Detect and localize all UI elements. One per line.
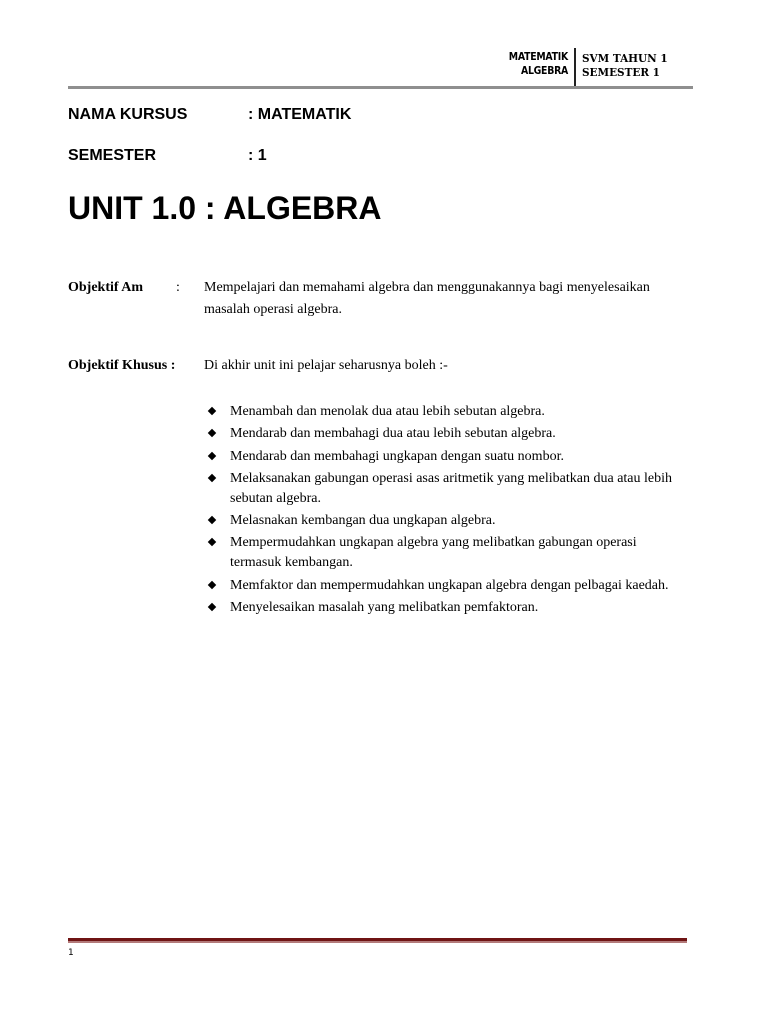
list-item [206, 447, 686, 467]
header-course-block [466, 50, 568, 78]
list-item-text: Mempermudahkan ungkapan algebra yang melibatkan gabungan operasi termasuk kembangan. [230, 535, 637, 571]
objektif-am-text: Mempelajari dan memahami algebra dan menggunakannya bagi menyelesaikan masalah operasi algebra. [204, 280, 650, 317]
list-item [206, 576, 686, 596]
diamond-bullet-icon [208, 474, 216, 482]
page-title: UNIT 1.0 : ALGEBRA [68, 190, 382, 226]
list-item [206, 533, 686, 573]
list-item [206, 469, 686, 509]
diamond-bullet-icon [208, 603, 216, 611]
diamond-bullet-icon [208, 581, 216, 589]
header-divider [574, 48, 576, 86]
diamond-bullet-icon [208, 538, 216, 546]
list-item-text: Melasnakan kembangan dua ungkapan algebra. [230, 513, 496, 529]
header-program-line: SVM TAHUN 1 [582, 52, 668, 65]
list-item [206, 511, 686, 531]
course-name-label: NAMA KURSUS [68, 106, 188, 123]
footer-rule-accent [68, 941, 687, 943]
list-item-text: Menyelesaikan masalah yang melibatkan pemfaktoran. [230, 600, 539, 616]
header-course-line: MATEMATIK [508, 50, 568, 63]
list-item [206, 424, 686, 444]
list-item-text: Menambah dan menolak dua atau lebih sebutan algebra. [230, 404, 545, 419]
list-item-text: Mendarab dan membahagi ungkapan dengan suatu nombor. [230, 448, 564, 464]
list-item [206, 402, 686, 422]
diamond-bullet-icon [208, 429, 216, 437]
diamond-bullet-icon [208, 516, 216, 524]
list-item-text: Melaksanakan gabungan operasi asas aritmetik yang melibatkan dua atau lebih sebutan algebra. [230, 470, 673, 506]
header-program-block [582, 52, 668, 80]
objektif-khusus-label: Objektif Khusus : [68, 358, 176, 373]
list-item [206, 598, 686, 618]
diamond-bullet-icon [208, 407, 216, 415]
course-name-value: : MATEMATIK [248, 106, 352, 123]
header-rule [68, 86, 693, 89]
list-item-text: Memfaktor dan mempermudahkan ungkapan algebra dengan pelbagai kaedah. [230, 577, 669, 593]
semester-value: : 1 [248, 147, 267, 164]
list-item-text: Mendarab dan membahagi dua atau lebih sebutan algebra. [230, 426, 556, 442]
objektif-am-label: Objektif Am [68, 280, 144, 295]
objective-list [206, 402, 686, 620]
page-header [68, 48, 693, 88]
header-semester-line: SEMESTER 1 [582, 66, 660, 79]
page-number: 1 [68, 948, 74, 958]
objektif-am-colon: : [176, 280, 180, 295]
diamond-bullet-icon [208, 451, 216, 459]
header-topic-line: ALGEBRA [520, 64, 568, 77]
objektif-khusus-intro: Di akhir unit ini pelajar seharusnya boleh :- [204, 358, 448, 373]
semester-label: SEMESTER [68, 147, 157, 164]
